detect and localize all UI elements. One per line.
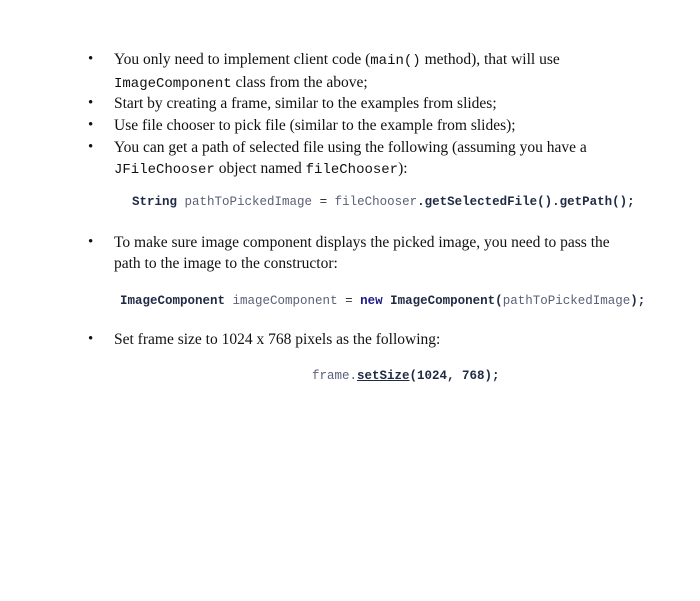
bullet-text (114, 232, 668, 274)
text-run: You can get a path of selected file using the following (assuming you have a (114, 139, 587, 156)
bullet-item-3 (88, 115, 668, 136)
code-line-constructor (120, 294, 645, 308)
code-object: fileChooser (334, 195, 418, 209)
bullet-item-5 (88, 232, 668, 274)
bullet-item-1 (88, 49, 668, 95)
bullet-dot-icon: • (88, 234, 94, 250)
bullet-text (114, 329, 668, 350)
bullet-text (114, 115, 668, 136)
bullet-dot-icon: • (88, 51, 94, 67)
code-operator: = (345, 294, 353, 308)
bullet-dot-icon: • (88, 117, 94, 133)
code-type: ImageComponent (120, 294, 226, 308)
text-run: ): (398, 160, 408, 177)
code-keyword: new (360, 294, 383, 308)
bullet-text (114, 137, 668, 181)
bullet-item-6 (88, 329, 668, 350)
text-run: object named (214, 160, 306, 177)
text-run: method), that will use (420, 51, 560, 68)
text-run: path to the image to the constructor: (114, 255, 338, 272)
inline-code: main() (370, 53, 421, 69)
inline-code: fileChooser (305, 162, 399, 178)
text-run: Set frame size to 1024 x 768 pixels as the following: (114, 331, 441, 348)
text-run: Use file chooser to pick file (similar to the example from slides); (114, 117, 516, 134)
text-run: You only need to implement client code ( (114, 51, 371, 68)
code-variable: imageComponent (232, 294, 338, 308)
code-line-path (132, 195, 635, 209)
bullet-dot-icon: • (88, 139, 94, 155)
code-constructor: ImageComponent( (390, 294, 503, 308)
code-type: String (132, 195, 178, 209)
bullet-text (114, 93, 668, 114)
code-line-setsize (312, 369, 500, 383)
bullet-text (114, 49, 668, 95)
bullet-dot-icon: • (88, 331, 94, 347)
inline-code: JFileChooser (114, 162, 215, 178)
text-run: Start by creating a frame, similar to the examples from slides; (114, 95, 497, 112)
bullet-item-4 (88, 137, 668, 181)
code-operator: = (319, 195, 328, 209)
bullet-item-2 (88, 93, 668, 114)
code-object: frame. (312, 369, 358, 383)
code-args: (1024, 768); (409, 369, 500, 383)
code-method-chain: .getSelectedFile().getPath(); (417, 195, 635, 209)
code-method: setSize (357, 369, 410, 383)
text-run: To make sure image component displays the picked image, you need to pass the (114, 234, 610, 251)
text-run: class from the above; (231, 74, 368, 91)
code-variable: pathToPickedImage (184, 195, 313, 209)
code-argument: pathToPickedImage (502, 294, 631, 308)
inline-code: ImageComponent (114, 76, 232, 92)
bullet-dot-icon: • (88, 95, 94, 111)
code-end: ); (630, 294, 646, 308)
